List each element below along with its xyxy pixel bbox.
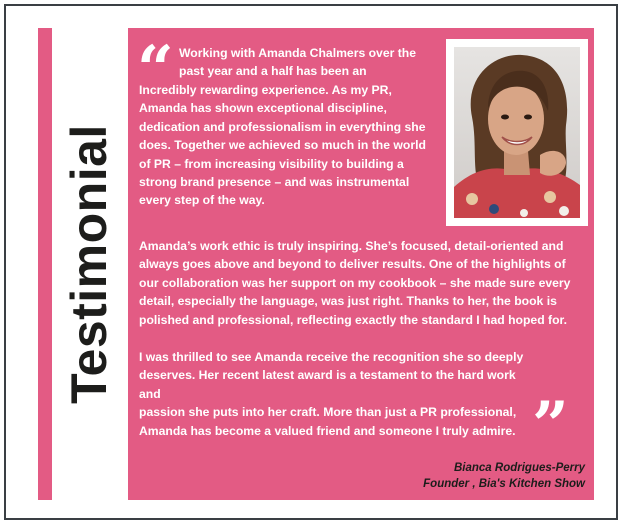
- text-line: Working with Amanda Chalmers over the: [179, 46, 417, 60]
- heading-container: [54, 28, 124, 500]
- accent-strip: [38, 28, 52, 500]
- text-line: of PR – from increasing visibility to building a: [139, 156, 404, 171]
- text-line: every step of the way.: [139, 193, 265, 208]
- text-line: dedication and professionalism in everything she: [139, 119, 426, 134]
- testimonial-frame: [4, 4, 618, 520]
- paragraph-1: [139, 81, 444, 210]
- text-line: passion she puts into her craft. More than just a PR professional,: [139, 405, 517, 420]
- text-line: Amanda has become a valued friend and someone I truly admire.: [139, 423, 516, 438]
- portrait-photo-icon: [454, 47, 580, 218]
- signature-name: Bianca Rodrigues-Perry: [453, 462, 585, 474]
- paragraph-2: [139, 237, 594, 329]
- text-line: Incredibly rewarding experience. As my PR,: [139, 83, 392, 97]
- signature-block: [423, 460, 585, 492]
- text-line: detail, especially the language, was just right. Thanks to her, the book is: [139, 294, 557, 309]
- open-quote-mark: “: [137, 32, 174, 107]
- paragraph-1-intro: [179, 44, 439, 81]
- close-quote-mark: ”: [532, 388, 569, 463]
- text-line: always goes above and beyond to deliver results. One of the highlights of: [139, 257, 566, 272]
- portrait-photo: [446, 39, 588, 226]
- text-line: deserves. Her recent latest award is a testament to the hard work and: [139, 368, 516, 401]
- text-line: past year and a half has been an: [179, 64, 367, 79]
- text-line: strong brand presence – and was instrumental: [139, 175, 410, 190]
- heading: Testimonial: [61, 124, 117, 404]
- text-line: Amanda’s work ethic is truly inspiring. She’s focused, detail-oriented and: [139, 239, 564, 253]
- text-line: I was thrilled to see Amanda receive the recognition she so deeply: [139, 350, 524, 364]
- text-line: Amanda has shown exceptional discipline,: [139, 101, 387, 116]
- paragraph-3: [139, 348, 534, 440]
- text-line: does. Together we achieved so much in the world: [139, 138, 426, 153]
- signature-title: Founder , Bia's Kitchen Show: [423, 478, 585, 490]
- text-line: our collaboration was her support on my cookbook – she made sure every: [139, 275, 571, 290]
- testimonial-card: [128, 28, 594, 500]
- text-line: polished and professional, reflecting exactly the standard I had hoped for.: [139, 312, 567, 327]
